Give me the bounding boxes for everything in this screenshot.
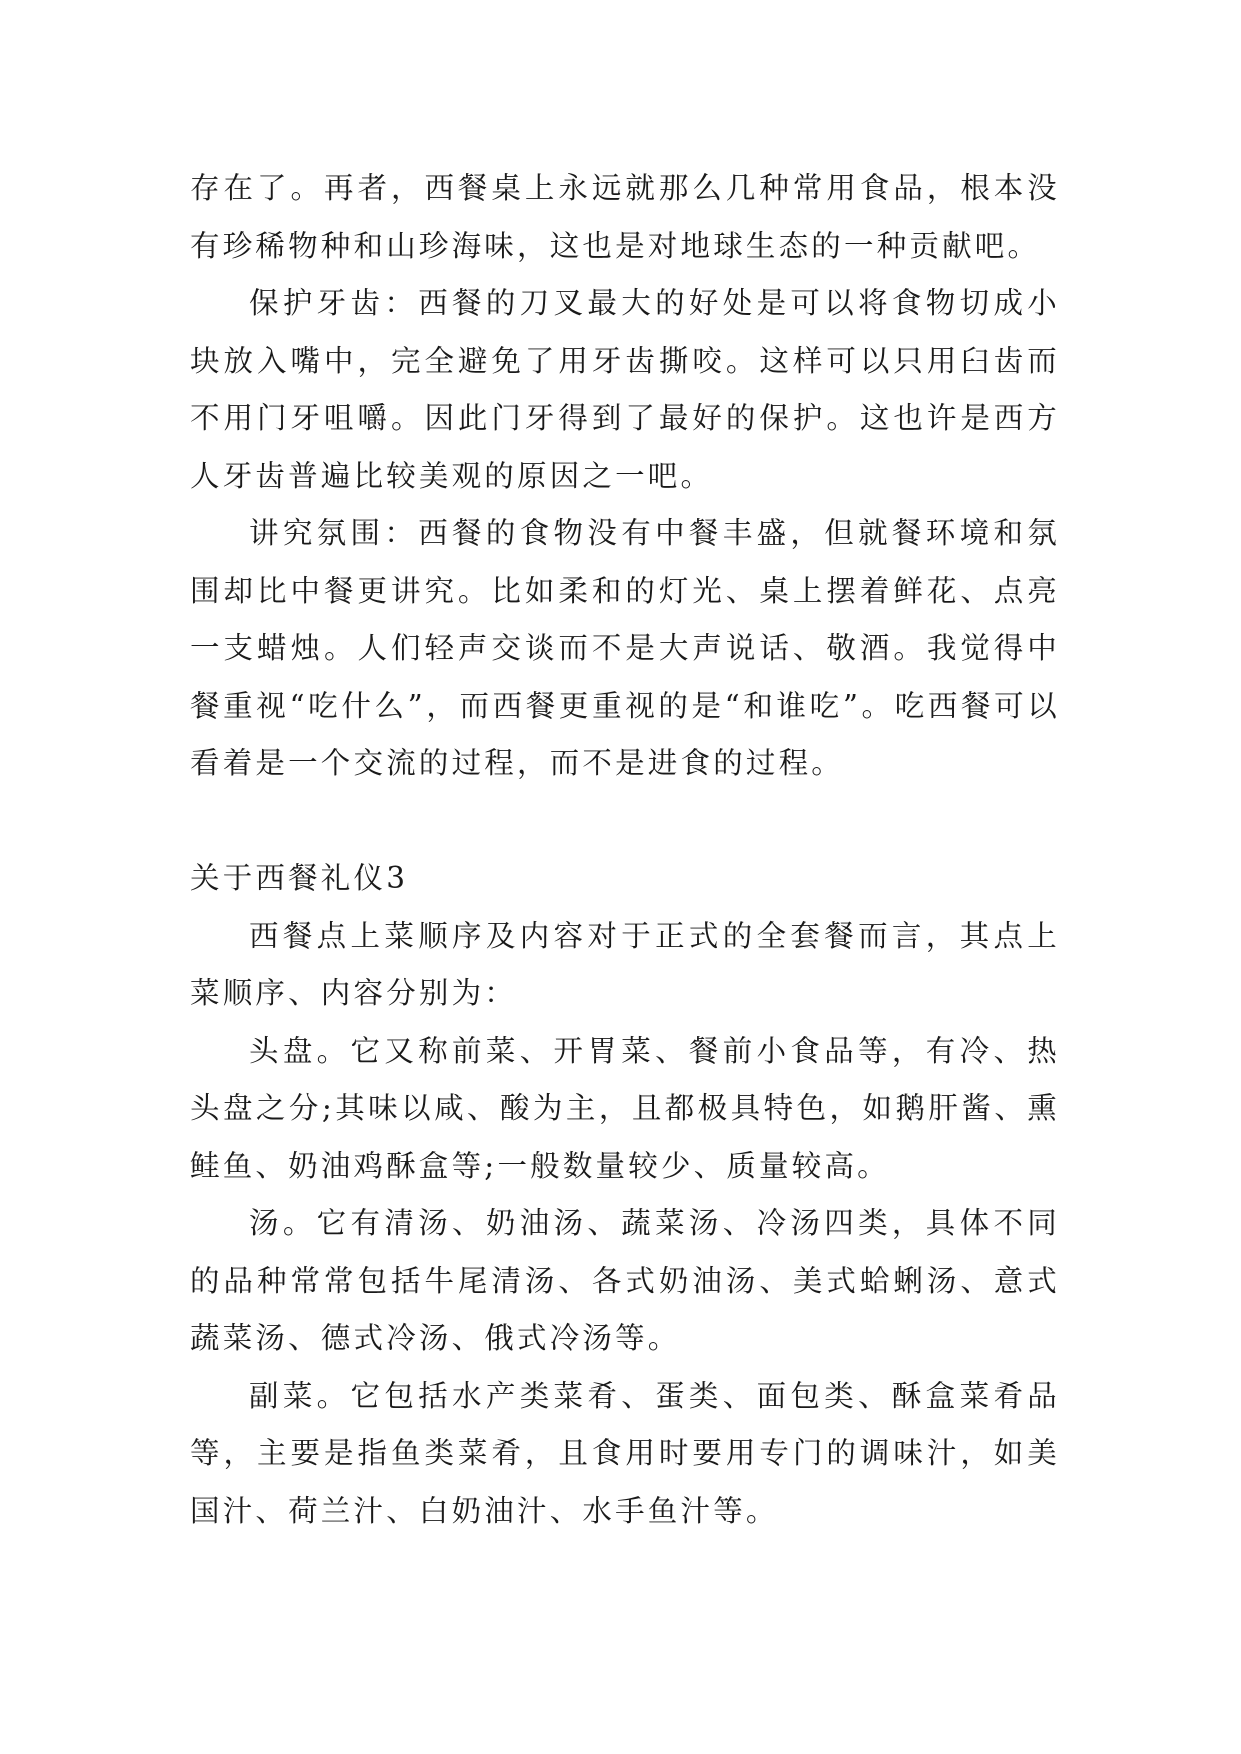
paragraph-protect-teeth: 保护牙齿：西餐的刀叉最大的好处是可以将食物切成小块放入嘴中，完全避免了用牙齿撕咬。这样可以只用臼齿而不用门牙咀嚼。因此门牙得到了最好的保护。这也许是西方人牙齿普遍比较美观的原因之一吧。 bbox=[190, 286, 1060, 493]
section-title: 关于西餐礼仪3 bbox=[190, 861, 409, 895]
paragraph-atmosphere: 讲究氛围：西餐的食物没有中餐丰盛，但就餐环境和氛围却比中餐更讲究。比如柔和的灯光、桌上摆着鲜花、点亮一支蜡烛。人们轻声交谈而不是大声说话、敬酒。我觉得中餐重视“吃什么”，而西餐更重视的是“和谁吃”。吃西餐可以看着是一个交流的过程，而不是进食的过程。 bbox=[190, 516, 1060, 780]
paragraph-side-dish: 副菜。它包括水产类菜肴、蛋类、面包类、酥盒菜肴品等，主要是指鱼类菜肴，且食用时要用专门的调味汁，如美国汁、荷兰汁、白奶油汁、水手鱼汁等。 bbox=[190, 1378, 1060, 1528]
paragraph-soup: 汤。它有清汤、奶油汤、蔬菜汤、冷汤四类，具体不同的品种常常包括牛尾清汤、各式奶油汤、美式蛤蜊汤、意式蔬菜汤、德式冷汤、俄式冷汤等。 bbox=[190, 1206, 1060, 1355]
paragraph-continuation: 存在了。再者，西餐桌上永远就那么几种常用食品，根本没有珍稀物种和山珍海味，这也是对地球生态的一种贡献吧。 bbox=[190, 171, 1060, 263]
paragraph-appetizer: 头盘。它又称前菜、开胃菜、餐前小食品等，有冷、热头盘之分;其味以咸、酸为主，且都极具特色，如鹅肝酱、熏鲑鱼、奶油鸡酥盒等;一般数量较少、质量较高。 bbox=[190, 1033, 1060, 1183]
paragraph-order-intro: 西餐点上菜顺序及内容对于正式的全套餐而言，其点上菜顺序、内容分别为： bbox=[190, 918, 1060, 1010]
document-body bbox=[190, 160, 1060, 1540]
